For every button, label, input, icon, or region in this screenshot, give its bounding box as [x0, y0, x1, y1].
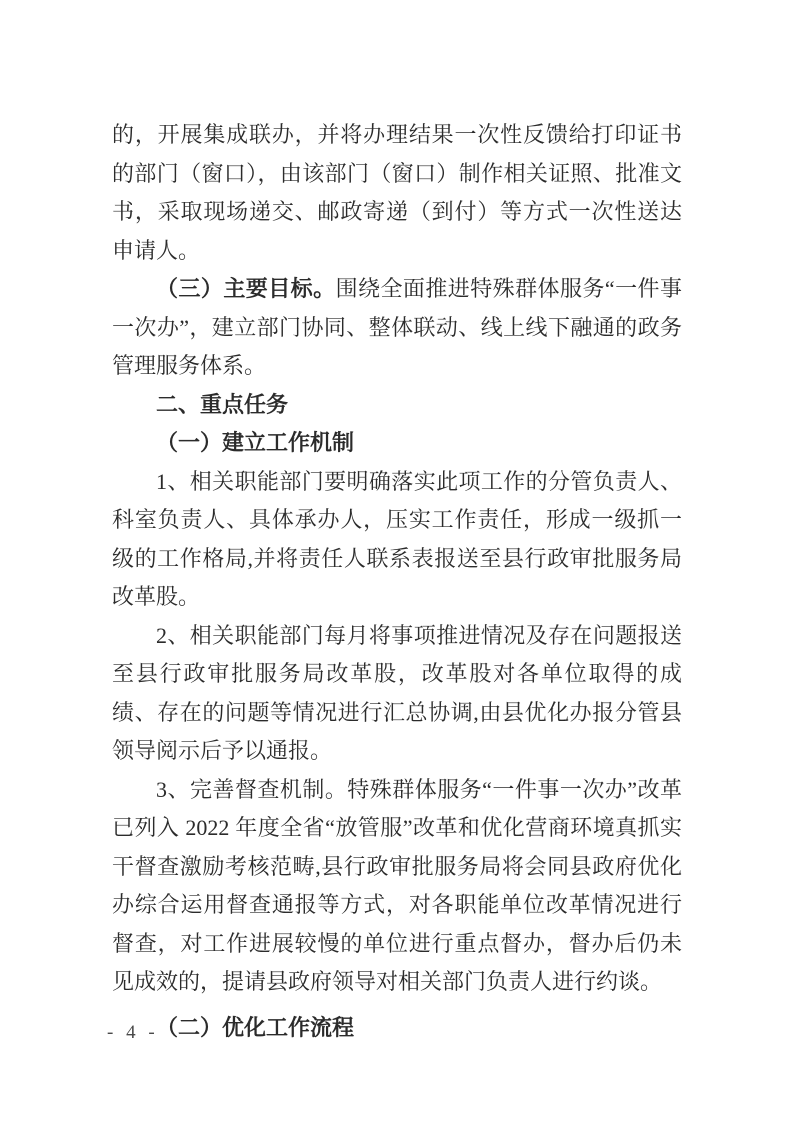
heading-sub-two	[112, 1009, 682, 1048]
para-task-3	[112, 771, 682, 1002]
para-continuation	[112, 116, 682, 270]
text-run: （三）主要目标。	[156, 276, 336, 301]
text-run: （一）建立工作机制	[156, 430, 355, 455]
text-run: 二、重点任务	[156, 391, 289, 417]
text-run: 3、完善督查机制。特殊群体服务“一件事一次办”改革已列入 2022 年度全省“放管服”改革和优化营商环境真抓实干督查激励考核范畴,县行政审批服务局将会同县政府优化办综合运用督查通报等方式，对各职能单位改革情况进行督查，对工作进展较慢的单位进行重点督办，督办后仍未见成效的，提请县政府领导对相关部门负责人进行约谈。	[112, 776, 682, 994]
heading-sub-one	[112, 424, 682, 463]
text-run: （二）优化工作流程	[156, 1014, 355, 1040]
document-body	[112, 116, 682, 1047]
text-run: 围绕全面推进特殊群体服务“一件事一次办”，建立部门协同、整体联动、线上线下融通的政务管理服务体系。	[112, 276, 682, 378]
text-run: 的，开展集成联办，并将办理结果一次性反馈给打印证书的部门（窗口），由该部门（窗口）制作相关证照、批准文书，采取现场递交、邮政寄递（到付）等方式一次性送达申请人。	[112, 122, 682, 263]
para-main-goal	[112, 270, 682, 386]
para-task-2	[112, 617, 682, 771]
para-task-1	[112, 463, 682, 617]
heading-section-two	[112, 386, 682, 425]
text-run: 1、相关职能部门要明确落实此项工作的分管负责人、科室负责人、具体承办人，压实工作责任，形成一级抓一级的工作格局,并将责任人联系表报送至县行政审批服务局改革股。	[112, 468, 682, 609]
text-run: 2、相关职能部门每月将事项推进情况及存在问题报送至县行政审批服务局改革股，改革股对各单位取得的成绩、存在的问题等情况进行汇总协调,由县优化办报分管县领导阅示后予以通报。	[112, 622, 682, 763]
page-number: - 4 -	[107, 1022, 159, 1043]
